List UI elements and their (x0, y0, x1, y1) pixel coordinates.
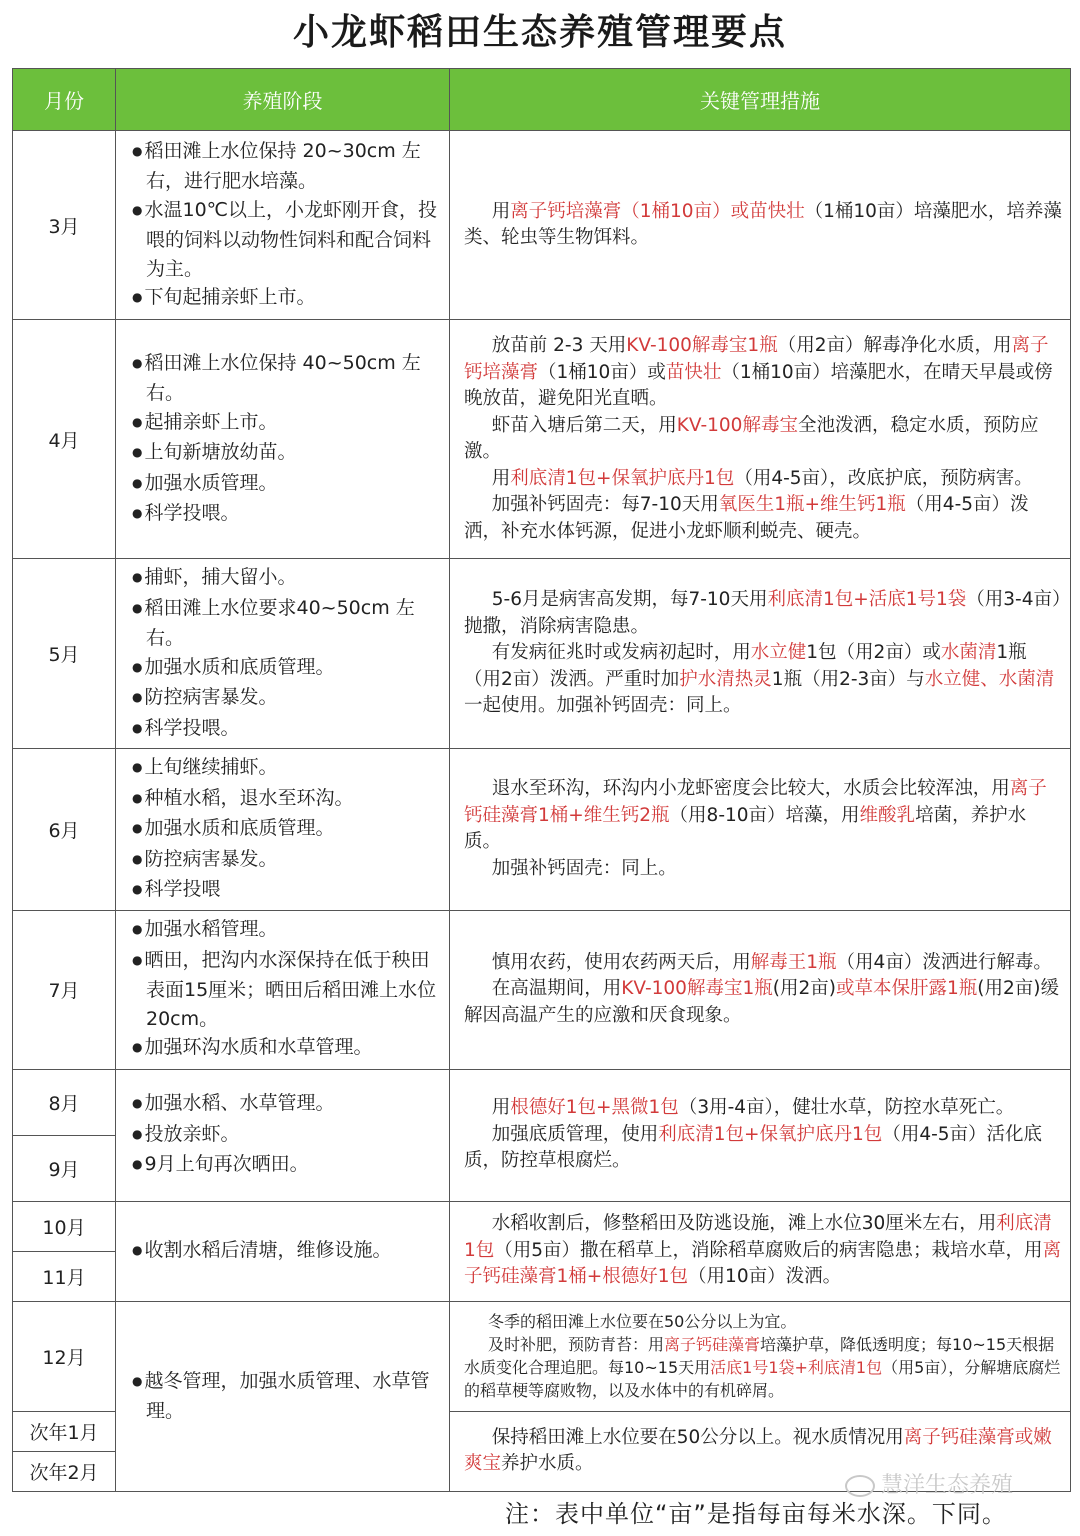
stage-item: ● 上旬继续捕虾。 (132, 753, 443, 784)
watermark-text: 慧洋生态养殖 (881, 1473, 1014, 1498)
measure-paragraph (464, 587, 1062, 640)
stage-item: ● 下旬起捕亲虾上市。 (132, 283, 443, 314)
stage-cell (116, 910, 450, 1069)
measure-paragraph (464, 1333, 1062, 1402)
product-name: 离子钙培藻膏（1桶10亩）或苗快壮 (510, 200, 805, 222)
measure-text: （用4-5亩），改底护底，预防病害。 (734, 467, 1033, 489)
stage-item: ● 科学投喂。 (132, 499, 443, 530)
product-name: 离子钙硅藻膏 (664, 1335, 761, 1354)
measure-text: 培菌，养护水质。 (464, 804, 1027, 853)
measure-text: 放苗前 2-3 天用 (491, 335, 627, 356)
measure-text: （1桶10亩）或 (538, 361, 666, 383)
management-table (12, 68, 1071, 1492)
header-measures: 关键管理措施 (450, 69, 1071, 131)
stage-item: ● 种植水稻，退水至环沟。 (132, 784, 443, 815)
product-name: 利底清1包+保氧护底丹1包 (510, 467, 735, 489)
product-name: 苗快壮 (665, 361, 722, 383)
product-name: 氧医生1瓶+维生钙1瓶 (718, 494, 906, 515)
measure-text: 加强补钙固壳：每7-10天用 (491, 494, 719, 515)
stage-cell (116, 749, 450, 911)
product-name: 离子钙硅藻膏1桶+根德好1包 (464, 1239, 1062, 1288)
product-name: KV-100解毒宝1瓶 (626, 335, 778, 356)
measure-cell (450, 1069, 1071, 1201)
product-name: 水立健、水菌清 (924, 668, 1055, 690)
header-month: 月份 (13, 69, 116, 131)
measure-cell (450, 1201, 1071, 1301)
measure-text: 全池泼洒，稳定水质，预防应激。 (464, 414, 1039, 462)
measure-text: (用2亩) (772, 978, 836, 1000)
stage-item: ● 起捕亲虾上市。 (132, 408, 443, 439)
stage-item: ● 收割水稻后清塘，维修设施。 (132, 1236, 443, 1267)
measure-paragraph (464, 333, 1062, 413)
stage-item: ● 稻田滩上水位要求40~50cm 左右。 (132, 594, 443, 653)
stage-item: ● 稻田滩上水位保持 40~50cm 左右。 (132, 349, 443, 408)
stage-item: ● 捕虾，捕大留小。 (132, 563, 443, 594)
measure-text: 用 (491, 200, 511, 222)
measure-paragraph (464, 776, 1062, 856)
header-stage: 养殖阶段 (116, 69, 450, 131)
table-row (13, 1069, 1071, 1135)
measure-text: 加强底质管理，使用 (491, 1123, 659, 1145)
product-name: 根德好1包+黑微1包 (510, 1097, 679, 1119)
product-name: 活底1号1袋+利底清1包 (710, 1358, 883, 1377)
product-name: 利底清1包+活底1号1袋 (767, 589, 967, 611)
month-cell: 6月 (13, 749, 116, 911)
stage-item: ● 科学投喂。 (132, 714, 443, 745)
measure-text: （1桶10亩）培藻肥水，培养藻类、轮虫等生物饵料。 (464, 200, 1062, 248)
product-name: 维酸乳 (859, 804, 916, 826)
stage-item: ● 9月上旬再次晒田。 (132, 1150, 443, 1181)
measure-text: 一起使用。加强补钙固壳：同上。 (464, 695, 742, 717)
measure-paragraph (464, 1310, 1062, 1333)
stage-cell (116, 131, 450, 320)
month-cell: 10月 (13, 1201, 116, 1251)
stage-item: ● 防控病害暴发。 (132, 845, 443, 876)
month-cell: 12月 (13, 1301, 116, 1411)
measure-text: （用3-4亩）抛撒，消除病害隐患。 (464, 589, 1062, 637)
month-cell: 3月 (13, 131, 116, 320)
measure-paragraph (464, 1122, 1062, 1175)
stage-item: ● 稻田滩上水位保持 20~30cm 左右，进行肥水培藻。 (132, 137, 443, 196)
product-name: 水立健 (750, 642, 807, 664)
measure-cell (450, 1301, 1071, 1411)
measure-text: （用8-10亩）培藻，用 (669, 804, 860, 826)
measure-text: 用 (491, 467, 511, 489)
table-row (13, 559, 1071, 749)
stage-cell (116, 1301, 450, 1491)
table-header-row (13, 69, 1071, 131)
measure-cell (450, 910, 1071, 1069)
stage-item: ● 越冬管理，加强水质管理、水草管理。 (132, 1367, 443, 1426)
stage-item: ● 投放亲虾。 (132, 1120, 443, 1151)
stage-item: ● 防控病害暴发。 (132, 683, 443, 714)
month-cell: 5月 (13, 559, 116, 749)
stage-cell (116, 559, 450, 749)
measure-text: 有发病征兆时或发病初起时，用 (491, 642, 751, 664)
product-name: 利底清1包 (464, 1213, 1052, 1261)
measure-text: 退水至环沟，环沟内小龙虾密度会比较大，水质会比较浑浊，用 (491, 778, 1010, 800)
measure-paragraph (464, 492, 1062, 545)
stage-item: ● 晒田，把沟内水深保持在低于秧田表面15厘米；晒田后稻田滩上水位20cm。 (132, 946, 443, 1034)
stage-item: ● 科学投喂 (132, 875, 443, 906)
footnote: 注：表中单位“亩”是指每亩每米水深。下同。 (505, 1500, 1007, 1528)
measure-text: 虾苗入塘后第二天，用 (491, 414, 677, 436)
measure-text: 5-6月是病害高发期，每7-10天用 (491, 589, 768, 611)
table-row (13, 1201, 1071, 1251)
measure-text: 及时补肥，预防青苔：用 (488, 1335, 665, 1354)
stage-item: ● 水温10℃以上，小龙虾刚开食，投喂的饲料以动物性饲料和配合饲料为主。 (132, 196, 443, 284)
measure-text: （用4亩）泼洒进行解毒。 (836, 951, 1052, 973)
measure-text: （用4-5亩）泼洒，补充水体钙源，促进小龙虾顺利蜕壳、硬壳。 (464, 494, 1029, 542)
product-name: KV-100解毒宝 (676, 414, 798, 436)
table-row (13, 131, 1071, 320)
stage-item: ● 加强水质和底质管理。 (132, 653, 443, 684)
product-name: 离子钙硅藻膏或嫩爽宝 (464, 1426, 1052, 1474)
measure-text: （1桶10亩）培藻肥水，在晴天早晨或傍晚放苗，避免阳光直晒。 (464, 361, 1053, 409)
measure-paragraph (464, 466, 1062, 493)
measure-text: 1瓶（用2亩）泼洒。严重时加 (464, 642, 1027, 690)
measure-paragraph (464, 1095, 1062, 1122)
measure-paragraph (464, 856, 1062, 883)
table-row (13, 910, 1071, 1069)
measure-text: （用5亩）撒在稻草上，消除稻草腐败后的病害隐患；栽培水草，用 (494, 1239, 1043, 1261)
measure-paragraph (464, 413, 1062, 466)
measure-text: （3用-4亩），健壮水草，防控水草死亡。 (678, 1097, 1015, 1119)
measure-cell (450, 559, 1071, 749)
table-row (13, 320, 1071, 559)
product-name: 护水清热灵 (679, 668, 772, 690)
month-cell: 8月 (13, 1069, 116, 1135)
month-cell: 11月 (13, 1251, 116, 1301)
measure-text: 1瓶（用2-3亩）与 (771, 668, 925, 690)
product-name: 离子钙培藻膏 (464, 335, 1049, 383)
measure-text: 保持稻田滩上水位要在50公分以上。视水质情况用 (491, 1426, 904, 1448)
product-name: 利底清1包+保氧护底丹1包 (658, 1123, 883, 1145)
measure-text: 1包（用2亩）或 (806, 642, 941, 664)
measure-paragraph (464, 950, 1062, 977)
measure-text: 水稻收割后，修整稻田及防逃设施，滩上水位30厘米左右，用 (491, 1213, 997, 1235)
measure-text: （用2亩）解毒净化水质，用 (777, 335, 1012, 356)
measure-text: 养护水质。 (501, 1453, 594, 1474)
measure-paragraph (464, 976, 1062, 1029)
measure-text: 冬季的稻田滩上水位要在50公分以上为宜。 (488, 1312, 797, 1331)
table-row (13, 749, 1071, 911)
measure-text: （用10亩）泼洒。 (688, 1266, 842, 1288)
measure-cell (450, 320, 1071, 559)
stage-cell (116, 320, 450, 559)
measure-text: 培藻护草，降低透明度；每10~15天根据水质变化合理追肥。每10~15天用 (464, 1335, 1055, 1377)
measure-paragraph (464, 640, 1062, 720)
measure-paragraph (464, 199, 1062, 252)
measure-text: 在高温期间，用 (491, 978, 622, 1000)
stage-item: ● 加强水稻管理。 (132, 915, 443, 946)
measure-text: 加强补钙固壳：同上。 (491, 857, 677, 879)
measure-text: 慎用农药，使用农药两天后，用 (491, 951, 751, 973)
stage-item: ● 加强水稻、水草管理。 (132, 1089, 443, 1120)
product-name: 离子钙硅藻膏1桶+维生钙2瓶 (464, 778, 1047, 826)
measure-text: （用5亩），分解塘底腐烂的稻草梗等腐败物，以及水体中的有机碎屑。 (464, 1358, 1061, 1400)
measure-cell (450, 131, 1071, 320)
stage-item: ● 上旬新塘放幼苗。 (132, 438, 443, 469)
measure-cell (450, 749, 1071, 911)
measure-text: 用 (491, 1097, 511, 1119)
stage-item: ● 加强水质和底质管理。 (132, 814, 443, 845)
table-row (13, 1301, 1071, 1411)
product-name: KV-100解毒宝1瓶 (621, 978, 773, 1000)
month-cell: 9月 (13, 1135, 116, 1201)
product-name: 或草本保肝露1瓶 (835, 978, 978, 1000)
stage-item: ● 加强水质管理。 (132, 469, 443, 500)
stage-cell (116, 1201, 450, 1301)
product-name: 解毒王1瓶 (750, 951, 837, 973)
stage-cell (116, 1069, 450, 1201)
month-cell: 次年1月 (13, 1411, 116, 1451)
month-cell: 7月 (13, 910, 116, 1069)
measure-text: （用4-5亩）活化底质，防控草根腐烂。 (464, 1123, 1043, 1172)
month-cell: 次年2月 (13, 1451, 116, 1491)
measure-text: (用2亩)缓解因高温产生的应激和厌食现象。 (464, 978, 1059, 1026)
page-title: 小龙虾稻田生态养殖管理要点 (292, 12, 787, 53)
month-cell: 4月 (13, 320, 116, 559)
stage-item: ● 加强环沟水质和水草管理。 (132, 1033, 443, 1064)
product-name: 水菌清 (940, 642, 997, 664)
measure-paragraph (464, 1211, 1062, 1291)
